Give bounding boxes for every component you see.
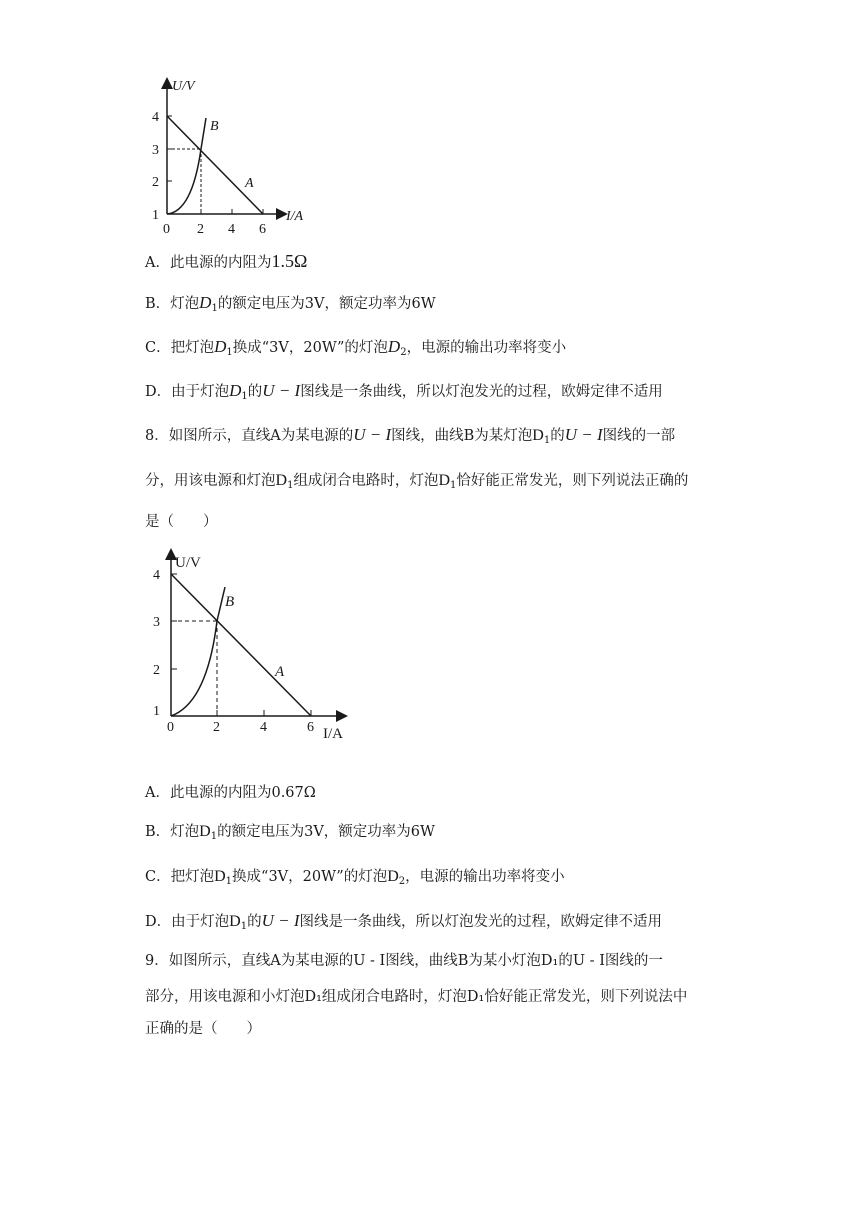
line-a-label: A (275, 664, 285, 680)
y-tick-label: 4 (153, 568, 160, 583)
q8-option-b: B．灯泡$D_1$的额定电压为3V，额定功率为6W (145, 823, 435, 842)
x-tick-label: 2 (213, 720, 220, 735)
x-tick-label: 6 (307, 720, 314, 735)
x-axis-label: I/A (323, 726, 343, 742)
graph-1 (140, 70, 320, 240)
q8-stem-line-2: 分，用该电源和灯泡$D_1$组成闭合电路时，灯泡$D_1$恰好能正常发光，则下列说法正确的 (145, 472, 689, 491)
x-tick-label: 0 (163, 222, 170, 237)
line-a-label: A (245, 176, 254, 191)
y-tick-label: 3 (153, 615, 160, 630)
q8-stem-line-1: 8．如图所示，直线A为某电源的U − I图线，曲线B为某灯泡$D_1$的U − I图线的一部 (145, 425, 676, 446)
x-tick-label: 4 (228, 222, 235, 237)
curve-b-label: B (210, 119, 219, 134)
y-tick-label: 1 (153, 704, 160, 719)
y-axis-label: U/V (175, 555, 201, 571)
q7-option-b: B．灯泡$D_1$的额定电压为3V，额定功率为6W (145, 293, 436, 314)
q7-option-d: D．由于灯泡$D_1$的U − I图线是一条曲线，所以灯泡发光的过程，欧姆定律不适用 (145, 381, 663, 402)
curve-b (167, 118, 206, 214)
q9-stem-line-2: 部分，用该电源和小灯泡D₁组成闭合电路时，灯泡D₁恰好能正常发光，则下列说法中 (145, 989, 688, 1005)
line-a (171, 574, 311, 716)
graph-2 (145, 543, 365, 748)
x-tick-label: 4 (260, 720, 267, 735)
x-tick-label: 6 (259, 222, 266, 237)
y-tick-label: 2 (153, 663, 160, 678)
q9-stem-line-1: 9．如图所示，直线A为某电源的U - I图线，曲线B为某小灯泡D₁的U - I图线的一 (145, 953, 663, 969)
q8-option-d: D．由于灯泡$D_1$的U − I图线是一条曲线，所以灯泡发光的过程，欧姆定律不适用 (145, 911, 662, 932)
y-axis-label: U/V (172, 79, 195, 94)
q7-option-c: C．把灯泡$D_1$换成“3V，20W”的灯泡$D_2$，电源的输出功率将变小 (145, 337, 567, 358)
y-tick-label: 4 (152, 110, 159, 125)
x-tick-label: 0 (167, 720, 174, 735)
y-tick-label: 1 (152, 208, 159, 223)
q9-stem-line-3: 正确的是（ ） (145, 1021, 261, 1037)
y-tick-label: 2 (152, 175, 159, 190)
q8-stem-line-3: 是（ ） (145, 514, 218, 530)
q7-option-a: A．此电源的内阻为1.5Ω (145, 251, 308, 271)
q8-option-c: C．把灯泡$D_1$换成“3V，20W”的灯泡$D_2$，电源的输出功率将变小 (145, 868, 565, 887)
q8-option-a: A．此电源的内阻为0.67Ω (145, 785, 316, 801)
x-tick-label: 2 (197, 222, 204, 237)
x-axis-label: I/A (286, 209, 304, 224)
curve-b-label: B (225, 594, 235, 610)
y-tick-label: 3 (152, 143, 159, 158)
